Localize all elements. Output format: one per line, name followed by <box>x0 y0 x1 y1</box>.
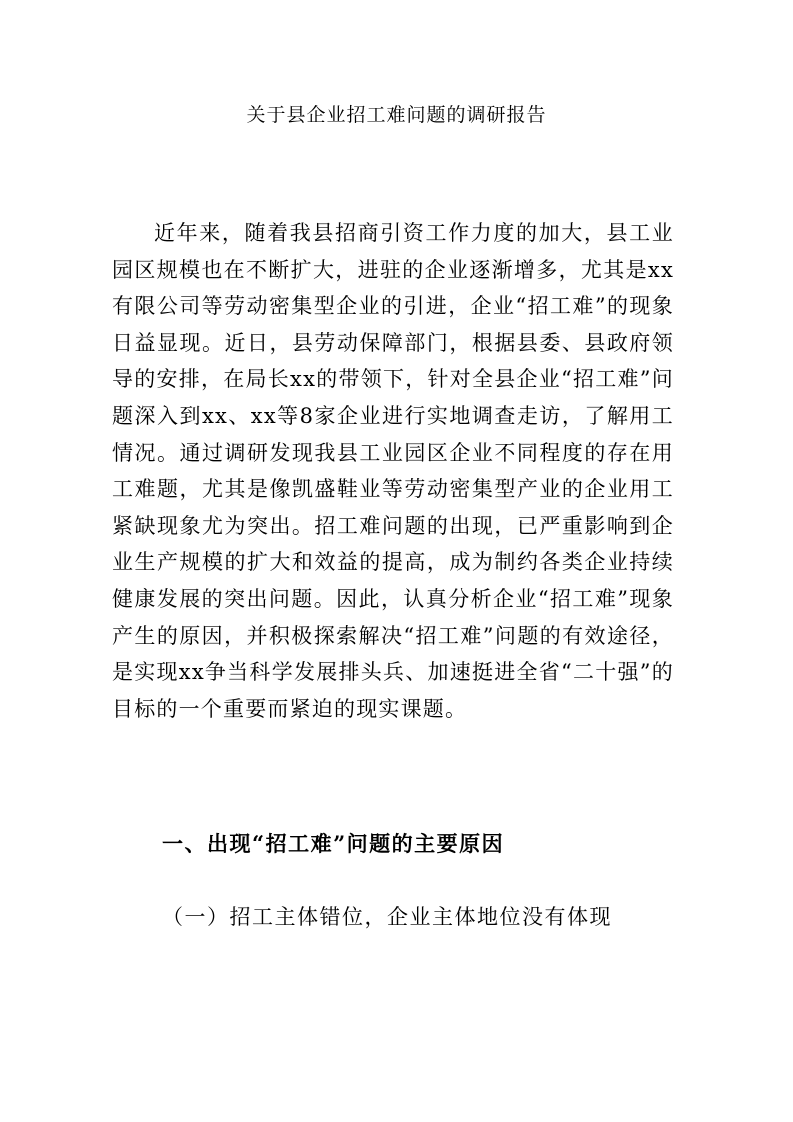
document-body <box>112 215 674 727</box>
section-heading: 一、出现“招工难”问题的主要原因 <box>162 831 505 856</box>
body-paragraph: 近年来，随着我县招商引资工作力度的加大，县工业园区规模也在不断扩大，进驻的企业逐渐增多，尤其是xx有限公司等劳动密集型企业的引进，企业“招工难”的现象日益显现。近日，县劳动保障部门，根据县委、县政府领导的安排，在局长xx的带领下，针对全县企业“招工难”问题深入到xx、xx等8家企业进行实地调查走访，了解用工情况。通过调研发现我县工业园区企业不同程度的存在用工难题，尤其是像凯盛鞋业等劳动密集型产业的企业用工紧缺现象尤为突出。招工难问题的出现，已严重影响到企业生产规模的扩大和效益的提高，成为制约各类企业持续健康发展的突出问题。因此，认真分析企业“招工难”现象产生的原因，并积极探索解决“招工难”问题的有效途径，是实现xx争当科学发展排头兵、加速挺进全省“二十强”的目标的一个重要而紧迫的现实课题。 <box>112 221 674 721</box>
subsection-heading: （一）招工主体错位，企业主体地位没有体现 <box>162 905 612 929</box>
document-title: 关于县企业招工难问题的调研报告 <box>246 104 547 126</box>
